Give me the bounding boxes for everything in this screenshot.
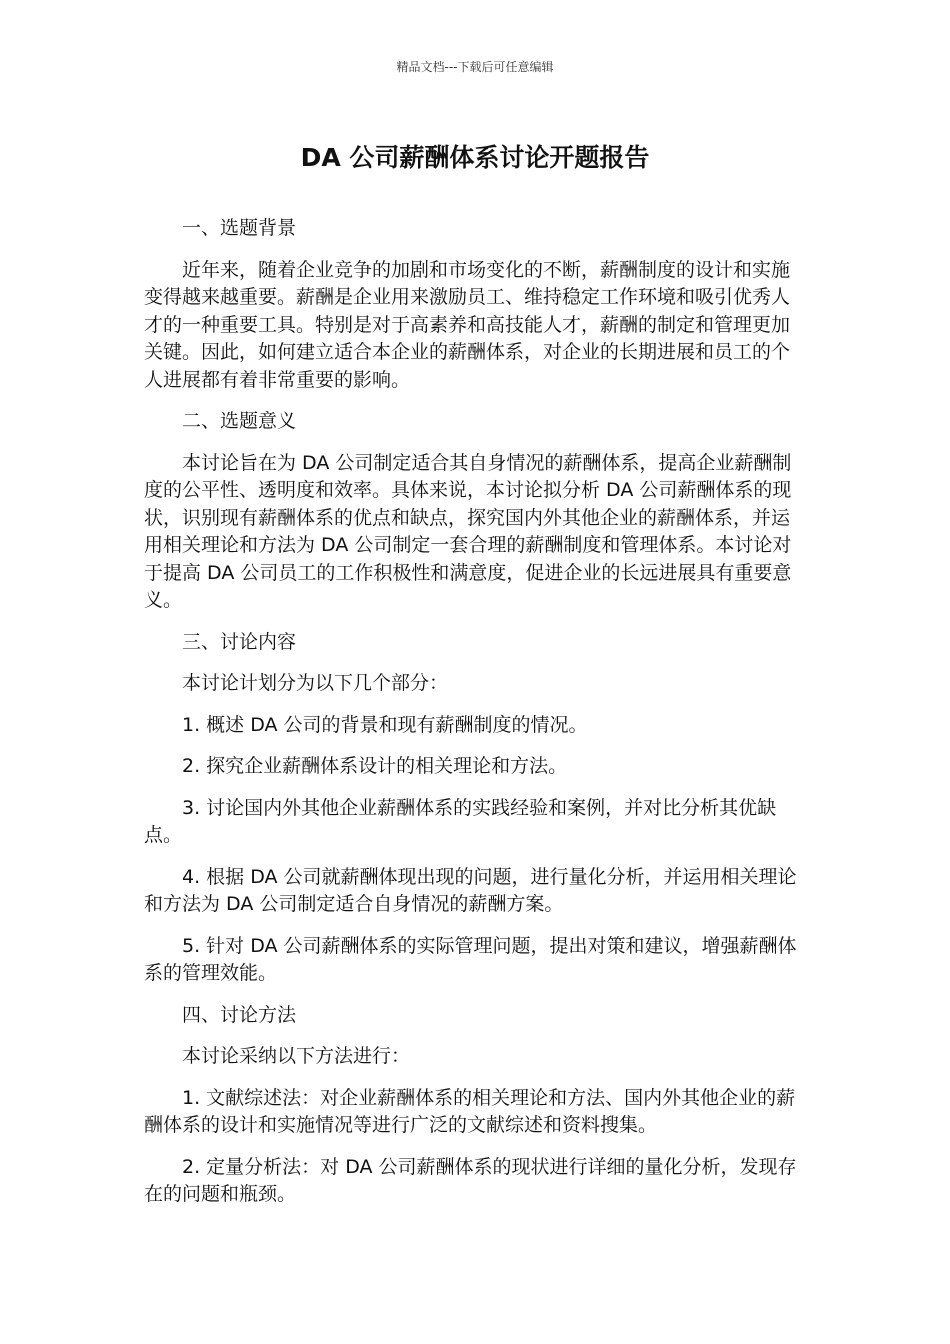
document-body — [144, 215, 806, 1223]
section-heading: 一、选题背景 — [182, 217, 297, 239]
paragraph: 本讨论旨在为 DA 公司制定适合其自身情况的薪酬体系，提高企业薪酬制度的公平性、透明度和效率。具体来说，本讨论拟分析 DA 公司薪酬体系的现状，识别现有薪酬体系的优点和缺点，探究国内外其他企业的薪酬体系，并运用相关理论和方法为 DA 公司制定一套合理的薪酬制度和管理体系。本讨论对于提高 DA 公司员工的工作积极性和满意度，促进企业的长远进展具有重要意义。 — [144, 451, 792, 611]
section-heading: 二、选题意义 — [182, 410, 297, 432]
section-heading: 三、讨论内容 — [182, 630, 297, 653]
list-item: 1. 文献综述法：对企业薪酬体系的相关理论和方法、国内外其他企业的薪酬体系的设计和实施情况等进行广泛的文献综述和资料搜集。 — [144, 1086, 796, 1136]
list-item: 3. 讨论国内外其他企业薪酬体系的实践经验和案例，并对比分析其优缺点。 — [144, 796, 777, 846]
list-item: 4. 根据 DA 公司就薪酬体现出现的问题，进行量化分析，并运用相关理论和方法为 DA 公司制定适合自身情况的薪酬方案。 — [144, 865, 797, 915]
paragraph: 本讨论计划分为以下几个部分： — [182, 672, 449, 694]
list-item: 5. 针对 DA 公司薪酬体系的实际管理问题，提出对策和建议，增强薪酬体系的管理效能。 — [144, 934, 797, 984]
document-title: DA 公司薪酬体系讨论开题报告 — [300, 143, 650, 172]
paragraph: 近年来，随着企业竞争的加剧和市场变化的不断，薪酬制度的设计和实施变得越来越重要。薪酬是企业用来激励员工、维持稳定工作环境和吸引优秀人才的一种重要工具。特别是对于高素养和高技能人才，薪酬的制定和管理更加关键。因此，如何建立适合本企业的薪酬体系，对企业的长期进展和员工的个人进展都有着非常重要的影响。 — [144, 258, 791, 391]
list-item: 2. 探究企业薪酬体系设计的相关理论和方法。 — [182, 755, 568, 777]
section-heading: 四、讨论方法 — [182, 1003, 297, 1026]
header-note: 精品文档---下载后可任意编辑 — [396, 60, 554, 74]
list-item: 2. 定量分析法：对 DA 公司薪酬体系的现状进行详细的量化分析，发现存在的问题和瓶颈。 — [144, 1155, 797, 1205]
paragraph: 本讨论采纳以下方法进行： — [182, 1045, 411, 1067]
list-item: 1. 概述 DA 公司的背景和现有薪酬制度的情况。 — [182, 713, 588, 736]
